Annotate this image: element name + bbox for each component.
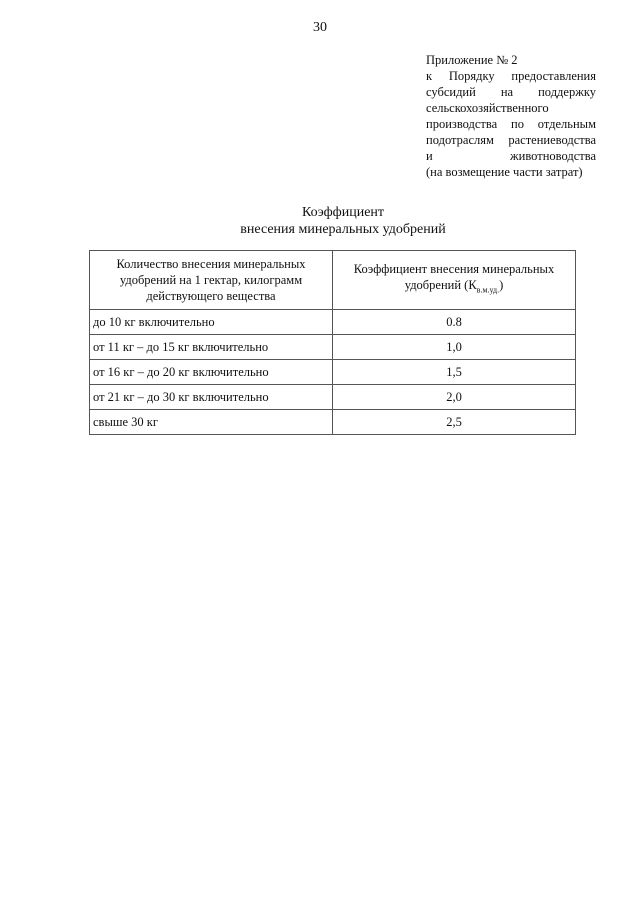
appendix-line: к Порядку предоставления: [426, 69, 596, 83]
appendix-line: подотраслям растениеводства: [426, 133, 596, 147]
coefficient-subscript: в.м.уд.: [476, 285, 500, 295]
appendix-line: и животноводства: [426, 149, 596, 163]
table-header-row: [90, 251, 576, 310]
value-cell: 2,5: [333, 410, 576, 435]
value-cell: 0.8: [333, 310, 576, 335]
range-cell: от 21 кг – до 30 кг включительно: [90, 385, 333, 410]
range-cell: от 11 кг – до 15 кг включительно: [90, 335, 333, 360]
title-line-1: Коэффициент: [301, 205, 385, 220]
table-row: [90, 310, 576, 335]
appendix-line: сельскохозяйственного: [426, 101, 549, 115]
header-coefficient-text: Коэффициент внесения минеральных удобрений (К: [353, 262, 555, 293]
header-coefficient-close: ): [499, 278, 504, 293]
value-cell: 1,0: [333, 335, 576, 360]
appendix-header: [426, 52, 596, 180]
table-row: [90, 385, 576, 410]
coefficient-table: [89, 250, 576, 435]
appendix-line: производства по отдельным: [426, 117, 596, 131]
document-title: [0, 204, 640, 238]
range-cell: до 10 кг включительно: [90, 310, 333, 335]
title-line-2: внесения минеральных удобрений: [240, 222, 446, 237]
appendix-line: Приложение № 2: [426, 53, 518, 67]
range-cell: свыше 30 кг: [90, 410, 333, 435]
page-number: 30: [313, 20, 327, 35]
table-row: [90, 360, 576, 385]
table-row: [90, 410, 576, 435]
header-coefficient: [333, 251, 576, 310]
value-cell: 1,5: [333, 360, 576, 385]
header-quantity: Количество внесения минеральных удобрений на 1 гектар, килограмм действующего вещества: [90, 251, 333, 310]
value-cell: 2,0: [333, 385, 576, 410]
appendix-line: субсидий на поддержку: [426, 85, 596, 99]
table-row: [90, 335, 576, 360]
appendix-line: (на возмещение части затрат): [426, 165, 583, 179]
range-cell: от 16 кг – до 20 кг включительно: [90, 360, 333, 385]
